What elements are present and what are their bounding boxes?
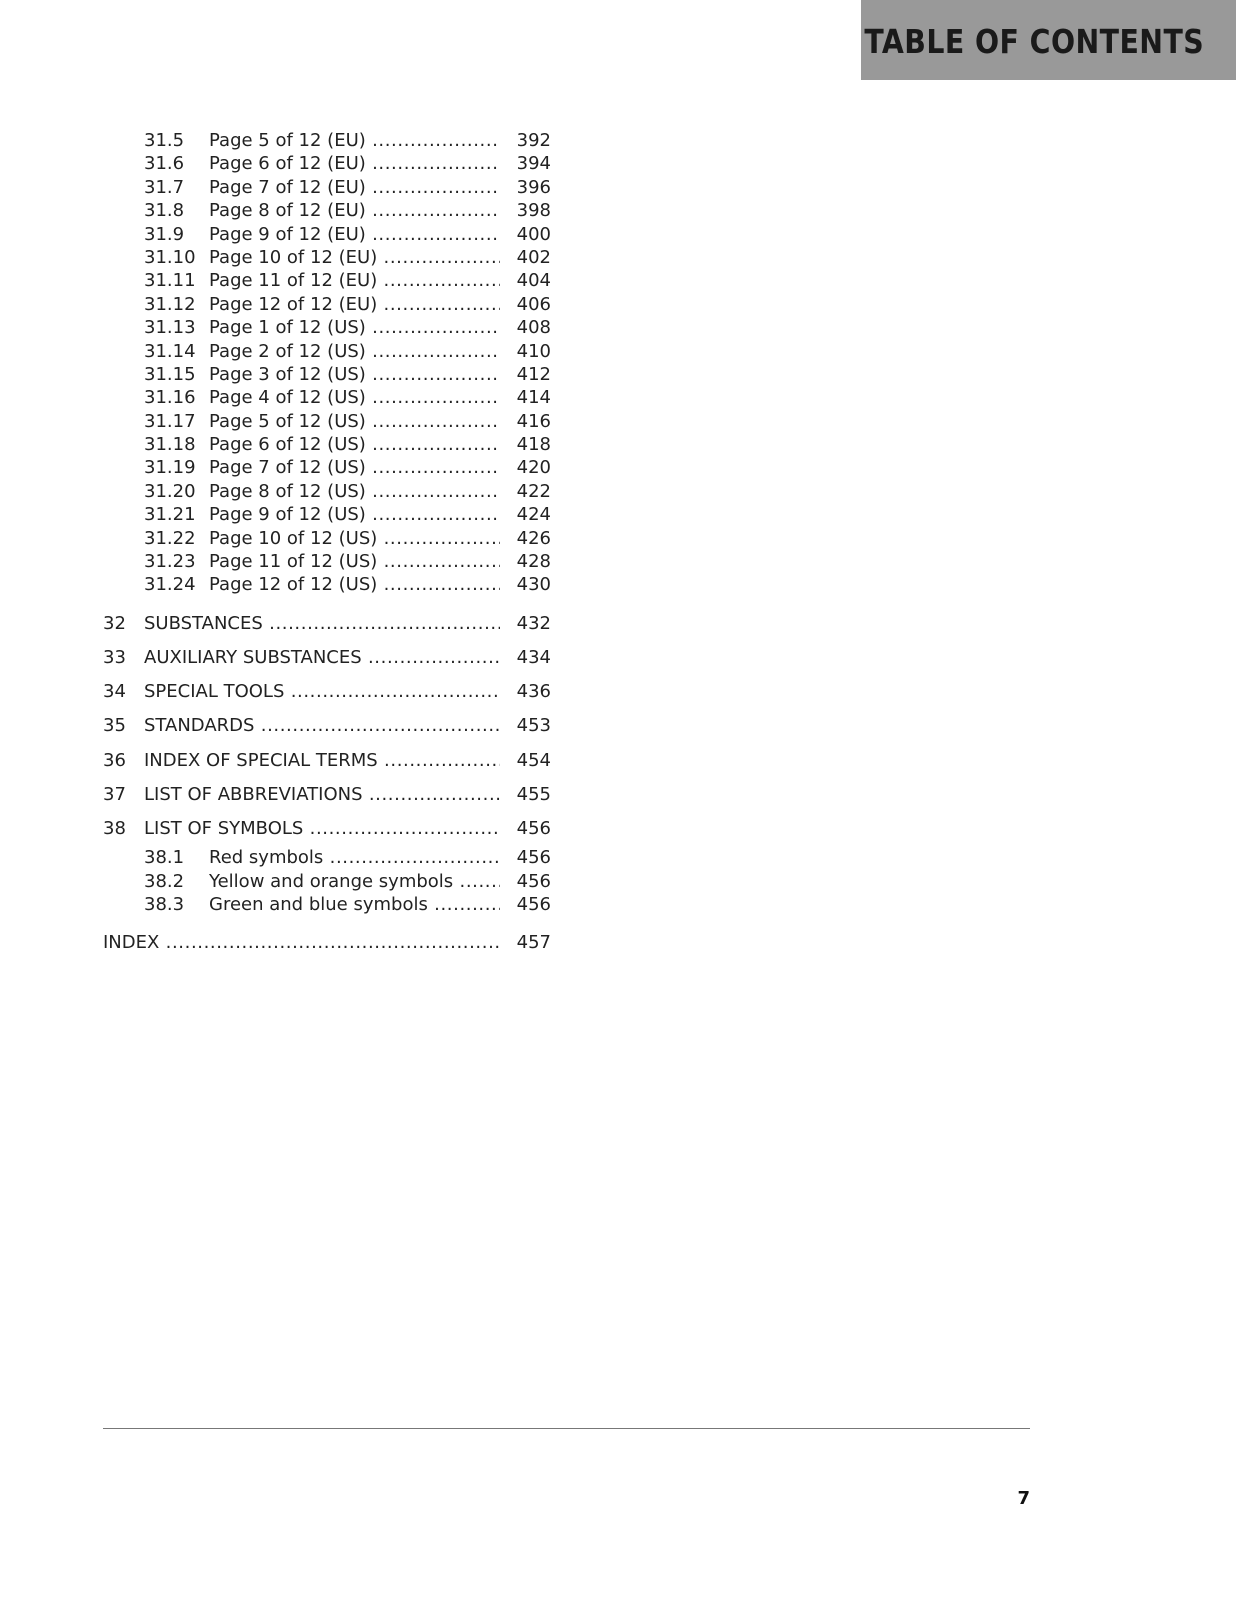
toc-entry-title: Page 7 of 12 (EU) ..... <box>209 176 500 199</box>
toc-entry-title: Page 6 of 12 (US) ..... <box>209 433 500 456</box>
toc-chapter-number: 33 <box>103 647 126 668</box>
toc-entry-page: 430 <box>516 574 551 596</box>
toc-entry[interactable] <box>103 363 551 386</box>
toc-chapter-title: STANDARDS ..... <box>144 709 500 743</box>
toc-index[interactable] <box>103 926 551 960</box>
toc-entry-page: 456 <box>516 893 551 915</box>
toc-entry-number: 31.23 <box>144 551 196 573</box>
toc-entry-page: 456 <box>516 870 551 892</box>
toc-entry-page: 396 <box>516 176 551 198</box>
toc-index-title: INDEX ..... <box>103 926 500 960</box>
toc-entry-title: Page 5 of 12 (US) ..... <box>209 410 500 433</box>
toc-entry-number: 31.21 <box>144 504 196 526</box>
toc-entry-page: 414 <box>516 387 551 409</box>
toc-chapter-page: 455 <box>516 783 551 805</box>
table-of-contents <box>103 129 551 960</box>
toc-chapter[interactable] <box>103 607 551 641</box>
toc-entry-title: Page 8 of 12 (US) ..... <box>209 480 500 503</box>
toc-entry-number: 31.17 <box>144 410 196 432</box>
toc-entry-title: Page 12 of 12 (US) ..... <box>209 573 500 596</box>
toc-chapter-page: 432 <box>516 612 551 634</box>
toc-entry[interactable] <box>103 293 551 316</box>
toc-entry-number: 31.11 <box>144 270 196 292</box>
toc-entry-title: Page 6 of 12 (EU) ..... <box>209 152 500 175</box>
toc-entry-number: 31.19 <box>144 457 196 479</box>
header-banner <box>861 0 1236 80</box>
toc-chapter-title: INDEX OF SPECIAL TERMS ..... <box>144 744 500 778</box>
toc-chapter-page: 453 <box>516 715 551 737</box>
toc-chapter-number: 38 <box>103 817 126 839</box>
toc-entry[interactable] <box>103 129 551 152</box>
toc-entry[interactable] <box>103 176 551 199</box>
toc-entry[interactable] <box>103 456 551 479</box>
toc-entry-title: Page 7 of 12 (US) ..... <box>209 456 500 479</box>
toc-entry[interactable] <box>103 550 551 573</box>
toc-entry-page: 398 <box>516 200 551 222</box>
toc-entry-page: 426 <box>516 527 551 549</box>
toc-entry-number: 31.16 <box>144 387 196 409</box>
toc-entry[interactable] <box>103 480 551 503</box>
toc-chapter-number: 37 <box>103 783 126 805</box>
toc-entry[interactable] <box>103 152 551 175</box>
toc-entry-number: 38.3 <box>144 893 185 915</box>
toc-entry-page: 402 <box>516 246 551 268</box>
toc-entry[interactable] <box>103 386 551 409</box>
toc-entry-title: Page 9 of 12 (US) ..... <box>209 503 500 526</box>
toc-entry-number: 31.24 <box>144 574 196 596</box>
toc-entry-number: 31.15 <box>144 363 196 385</box>
toc-chapter-title: LIST OF ABBREVIATIONS ..... <box>144 778 500 812</box>
toc-entry-title: Page 11 of 12 (EU) ..... <box>209 269 500 292</box>
toc-entry[interactable] <box>103 573 551 596</box>
toc-entry-page: 410 <box>516 340 551 362</box>
toc-entry-number: 31.14 <box>144 340 196 362</box>
toc-entry-page: 404 <box>516 270 551 292</box>
toc-chapter-title: SUBSTANCES ..... <box>144 607 500 641</box>
toc-entry-title: Page 10 of 12 (EU) ..... <box>209 246 500 269</box>
toc-entry-number: 31.9 <box>144 223 185 245</box>
toc-chapter[interactable] <box>103 744 551 778</box>
toc-chapter-page: 454 <box>516 749 551 771</box>
toc-entry-number: 38.2 <box>144 870 185 892</box>
toc-entry-title: Page 2 of 12 (US) ..... <box>209 340 500 363</box>
toc-entry[interactable] <box>103 893 551 916</box>
toc-chapter-page: 436 <box>516 681 551 703</box>
toc-entry-number: 31.13 <box>144 317 196 339</box>
toc-entry-page: 394 <box>516 153 551 175</box>
toc-entry-number: 31.5 <box>144 130 185 151</box>
toc-entry[interactable] <box>103 846 551 869</box>
toc-entry[interactable] <box>103 269 551 292</box>
toc-entry-number: 31.18 <box>144 434 196 456</box>
toc-entry-title: Yellow and orange symbols ..... <box>209 870 500 893</box>
toc-chapter[interactable] <box>103 641 551 675</box>
toc-chapter-page: 434 <box>516 647 551 668</box>
toc-entry-page: 408 <box>516 317 551 339</box>
toc-entry-number: 31.6 <box>144 153 185 175</box>
toc-entry-page: 428 <box>516 551 551 573</box>
toc-entry-page: 400 <box>516 223 551 245</box>
toc-entry-number: 31.22 <box>144 527 196 549</box>
toc-entry-title: Green and blue symbols ..... <box>209 893 500 916</box>
toc-entry[interactable] <box>103 246 551 269</box>
toc-entry-page: 456 <box>516 847 551 869</box>
toc-entry-page: 418 <box>516 434 551 456</box>
toc-entry[interactable] <box>103 527 551 550</box>
toc-entry-title: Page 5 of 12 (EU) ..... <box>209 129 500 152</box>
toc-entry-title: Page 12 of 12 (EU) ..... <box>209 293 500 316</box>
toc-entry-page: 412 <box>516 363 551 385</box>
toc-chapter[interactable] <box>103 675 551 709</box>
toc-entry-title: Page 11 of 12 (US) ..... <box>209 550 500 573</box>
toc-entry-title: Red symbols ..... <box>209 846 500 869</box>
toc-entry[interactable] <box>103 503 551 526</box>
toc-entry[interactable] <box>103 340 551 363</box>
toc-chapter-title: LIST OF SYMBOLS ..... <box>144 812 500 846</box>
toc-chapter[interactable] <box>103 812 551 846</box>
toc-entry-title: Page 9 of 12 (EU) ..... <box>209 223 500 246</box>
toc-entry-page: 424 <box>516 504 551 526</box>
toc-entry-page: 420 <box>516 457 551 479</box>
toc-chapter-number: 32 <box>103 612 126 634</box>
toc-entry-title: Page 4 of 12 (US) ..... <box>209 386 500 409</box>
toc-entry-page: 392 <box>516 130 551 151</box>
toc-entry-number: 31.8 <box>144 200 185 222</box>
toc-entry-number: 38.1 <box>144 847 185 869</box>
toc-entry[interactable] <box>103 223 551 246</box>
toc-entry[interactable] <box>103 199 551 222</box>
toc-chapter-title: SPECIAL TOOLS ..... <box>144 675 500 709</box>
toc-entry-title: Page 8 of 12 (EU) ..... <box>209 199 500 222</box>
toc-chapter-number: 36 <box>103 749 126 771</box>
toc-chapter-title: AUXILIARY SUBSTANCES ..... <box>144 641 500 675</box>
toc-entry-title: Page 10 of 12 (US) ..... <box>209 527 500 550</box>
toc-entry-number: 31.10 <box>144 246 196 268</box>
page-title: TABLE OF CONTENTS <box>864 22 1204 61</box>
toc-entry-number: 31.12 <box>144 293 196 315</box>
footer-divider <box>103 1428 1030 1429</box>
toc-chapter-page: 456 <box>516 817 551 839</box>
toc-entry-title: Page 3 of 12 (US) ..... <box>209 363 500 386</box>
toc-entry-page: 416 <box>516 410 551 432</box>
page-number: 7 <box>1017 1488 1030 1509</box>
toc-entry[interactable] <box>103 433 551 456</box>
toc-entry-number: 31.20 <box>144 480 196 502</box>
toc-chapter[interactable] <box>103 778 551 812</box>
toc-entry-page: 422 <box>516 480 551 502</box>
toc-entry-number: 31.7 <box>144 176 185 198</box>
toc-entry[interactable] <box>103 316 551 339</box>
toc-chapter-number: 34 <box>103 681 126 703</box>
toc-entry-page: 406 <box>516 293 551 315</box>
toc-chapter[interactable] <box>103 709 551 743</box>
toc-index-page: 457 <box>516 932 551 954</box>
toc-entry[interactable] <box>103 410 551 433</box>
toc-entry[interactable] <box>103 870 551 893</box>
toc-entry-title: Page 1 of 12 (US) ..... <box>209 316 500 339</box>
toc-chapter-number: 35 <box>103 715 126 737</box>
